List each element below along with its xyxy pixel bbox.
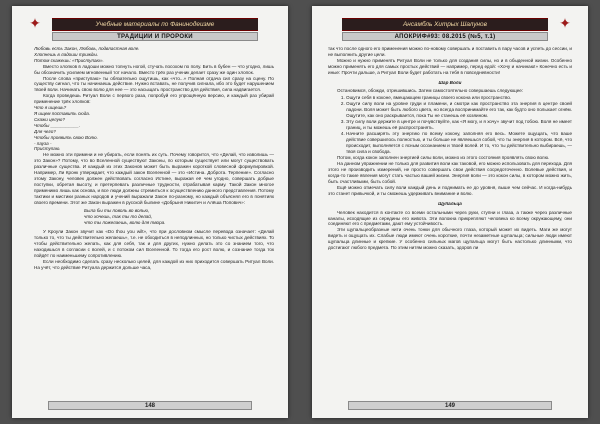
paragraph: После слова «приступаю» ты обязательно ощутишь, как «что...» Полная отдача сил сразу на сцену. По существу сигнал, что ты начинаешь действие. Нужно вставать, не получив сигнала, ибо это будет нарушением твоей воли. Начинать свою волю для нее — это насыщать пространство для действия, сила надвигается.: [34, 75, 274, 93]
subtitle-will-sphere: Шар Воли: [438, 79, 462, 85]
subtitle-tentacles: Щупальца: [438, 200, 462, 206]
paragraph: Человек находится в контакте со всеми остальными через руки, ступни и глаза, а также через различные каналы, исходящие из середины его живота. Эти волокна прикрепляют человека ко всему окружающему, они соединяют его с предметами, дают ему устойчивость.: [328, 209, 572, 227]
left-page-number: 148: [48, 401, 252, 410]
right-body-text: [328, 46, 572, 390]
paragraph: На данном упражнении не только для развития воли как таковой, его можно использовать для перехода. Для этого не производить измерений, не просто совершать свои действия сосредоточенно. Волевые действия, и когда-то такие явления могут стать частью вашей жизни. Энергия воли — это кокон силы, в котором можно жить, быть счастливыми, быть собой.: [328, 161, 572, 185]
dialog-line: Что я ищешь?: [34, 105, 67, 111]
dialog-line: Я ищем поставить сюда.: [34, 110, 91, 116]
dialog-line: Чтобы ___________.: [34, 122, 81, 128]
left-body-text: [34, 46, 274, 390]
emblem-icon: ✦: [29, 15, 41, 31]
paragraph: Эти щупальцеобразные нити очень тонки для обычного глаза, который может их видеть. Маги же могут видеть и ощущать их. Слабые люди имеют очень короткие, почти незаметные щупальца; сильные люди имеют щупальца длинные и крепкие. У особенно сильных магов щупальца могут быть настолько длинными, что достигают любого предмета. По этим нитям можно сказать, здоров ли: [328, 227, 572, 251]
paragraph: Потом, когда кокон заполнен энергией силы воли, можно из этого состояния проявлять свою волю.: [337, 155, 550, 161]
dialog-line: - пауза -: [34, 140, 52, 146]
right-page-number: 149: [348, 401, 552, 410]
left-section-title: ТРАДИЦИИ И ПРОРОКИ: [52, 32, 258, 41]
paragraph: так что после одного его применения можно по-новому совершать и поставить в пару часов и успеть до сессии, и не выполнить другие цели.: [328, 46, 572, 57]
list-item: 4. Начните расширять эту энергию по всему кокону, заполняя его весь. Можете ощущать, что ваше действие совершилось полностью, и ты больше не являешься собой, что ты энергия в котором. Всё, что происходит, выполняется с ясным осознанием и твоей волей. И то, что ты действительно выбираешь, — твоя сила и свобода.: [346, 131, 572, 155]
emblem-icon: ✦: [559, 15, 571, 31]
left-header-banner: Учебные материалы по Фанинодеизме: [52, 18, 258, 31]
paragraph: У Кроули Закон звучит как «Do thou you wilt», что при дословном смысле перевода означает: «Делай только то, что ты действительно желаешь», т.е. не обходиться в неподлинных, но только чистых действиях. То чтобы действительно желать, как для себя, так и для других, нужно делать это со знанием того, что находишься в согласии с волей, и с потоком сил Вселенной. То тогда его рост волю, и сознание тогда ток пойдёт по наименьшему сопротивлению.: [34, 229, 274, 258]
intro-line: Хлопнешь в ладоши трижды.: [34, 51, 99, 57]
right-page: [312, 6, 588, 418]
intro-line: Любовь есть Закон, Любовь, подвластная воле.: [34, 46, 140, 51]
poem-line: что ты пожелаешь, волю для твора.: [84, 220, 166, 226]
dialog-line: Скажи целую?: [34, 116, 65, 122]
paragraph: Если необходимо сделать сразу несколько целей, для каждой из них приходится совершать Ритуал Воли. На учёт, что действие Ритуала держится дольше часа,: [34, 258, 274, 270]
dialog-line: Приступаю.: [34, 146, 61, 152]
paragraph: Не можно эти примени и не убирать, если понять их суть. Почему говорится, что «Делай, что изволишь — это Закон»? Потому, что во Вселенной существуют Законы, по которым существует или могут существовать различные существа. И каждый из этих Законов может быть выражен короткой словесной формулировкой. Например, Ли Кронк утверждает, что каждый закон Вселенной — это «Истина. Доброта. Терпение». Согласно этому Закону, человек должен действовать согласно Истине, выражая её чем угодно, совершать добрые поступки, обретая высоту, и претерпевать различные трудности, отрабатывая карму. Такой Закон многое применимо лишь как основа, и все люди должны стремиться к осуществлению данного представления. Потому тактики и мистики разных народов и учений выражали Закон по-разному, но каждый объяснял его в понятиях своего времени. Этот же Закон выражен в русской былине «Добрыня Никитич и Алёша Попович»:: [34, 152, 274, 205]
paragraph: Когда проведешь Ритуал Воли с первого раза, попробуй его упрощённую версию, и каждый раз убирай применение трёх хлопков:: [34, 93, 274, 105]
paragraph: Можно и нужно применять Ритуал Воли не только для создания силы, но и в обыденной жизни. Особенно можно применять его для самых простых действий — например, перед едой: «Хочу и начинаю!» Конечно есть и иные: Прочти дальше, а Ритуал Воли будет работать на тебя в повседневности!: [328, 57, 572, 75]
paragraph: Ещё можно отмечать силу воли каждый день и поднимать ее до уровня, выше чем сейчас. И когда-нибудь это станет привычкой, и ты сможешь удерживать внимание и волю.: [328, 184, 572, 196]
dialog-line: Чтобы проявить свою Волю.: [34, 134, 98, 140]
right-header-banner: Ансамбль Хитрых Шалунов: [342, 18, 548, 31]
list-item: 2. Ощути силу воли на уровне груди и пламени, и смотри как пространство эта энергия в центре своей ладони. Воля может быть любого цвета, но всегда воспринимайте его так, как будто оно полыхает огнём. Ощутите, как оно раскрывается, пока Ты не станешь её хозяином.: [346, 101, 572, 119]
left-page: [12, 6, 288, 418]
paragraph: Вместо хлопков в ладоши можно топнуть ногой, стучать посохом по полу. Бить в бубен — что угодно, лишь бы обозначить усилием мгновенный тот начало. Вместо трёх раз ученик делает сразу же один хлопок.: [34, 63, 274, 75]
poem-line: Была бы ты поволь во волью,: [84, 208, 150, 214]
paragraph: Остановимся, обожди, отрешившись. Затем самостоятельно совершаешь следующее:: [337, 88, 524, 94]
list-item: 3. Эту силу воли держите в центре и почувствуйте, как «Я могу, и я хочу» звучит под тобою. Воля не имеет границ, и ты можешь её распространять.: [346, 119, 572, 131]
poem-line: что хочешь, так ты то делай,: [84, 214, 153, 220]
dialog-line: Для чего?: [34, 128, 56, 134]
steps-list: [328, 95, 572, 154]
intro-line: Потом скажешь: «Приступаю».: [34, 57, 104, 63]
list-item: 1. Ощути себя в коконе, вмещающем границы своего кокона или пространство.: [346, 95, 572, 101]
right-section-title: АПОКРИФ#93: 08.2015 (№5, т.1): [342, 32, 548, 41]
